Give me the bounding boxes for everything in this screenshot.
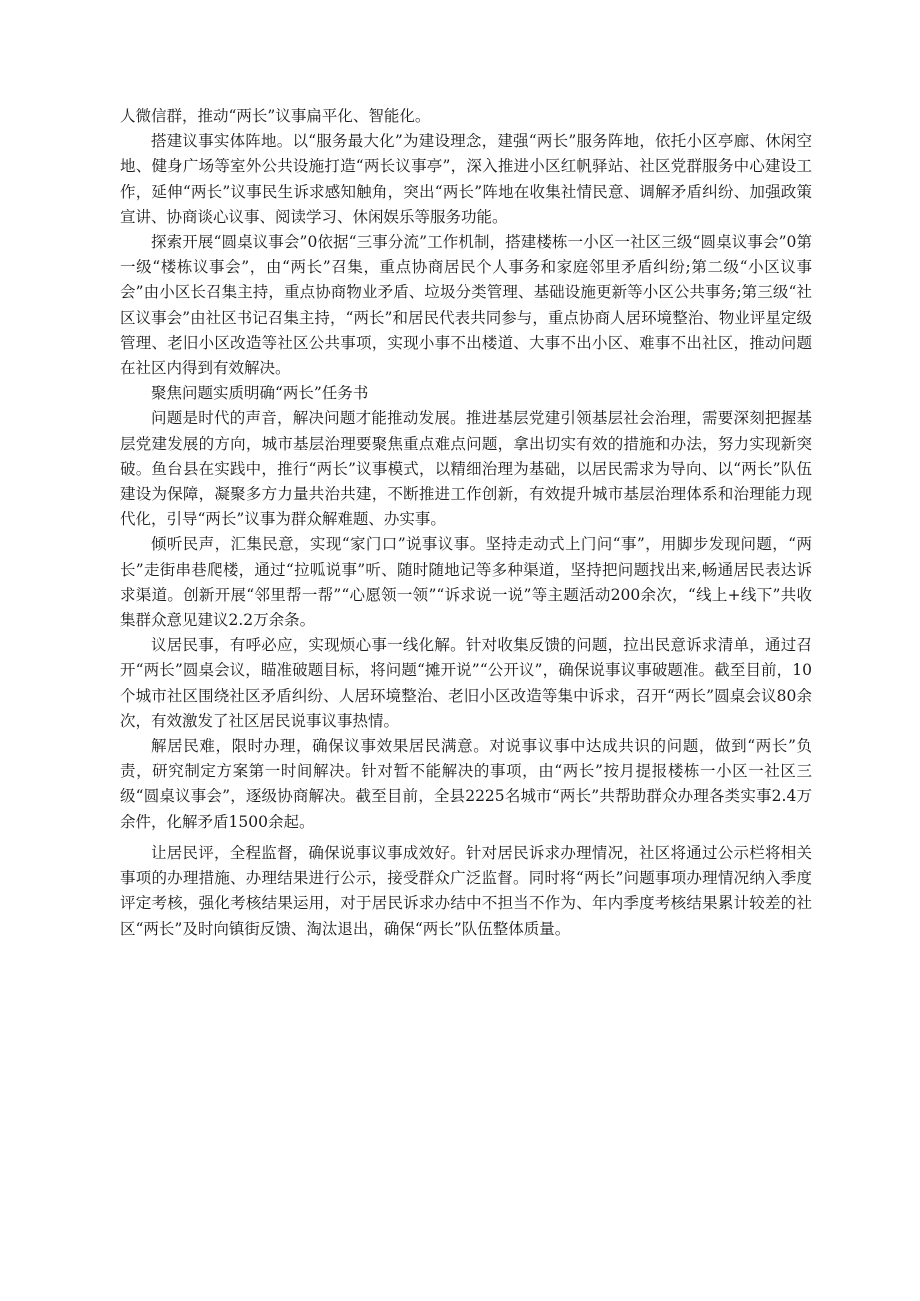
paragraph-continuation: 人微信群，推动“两长”议事扁平化、智能化。 <box>120 107 431 125</box>
paragraph-roundtable: 探索开展“圆桌议事会”0依据“三事分流”工作机制，搭建楼栋一小区一社区三级“圆桌议事会”0第一级“楼栋议事会”，由“两长”召集，重点协商居民个人事务和家庭邻里矛盾纠纷;第二级“小区议事会”由小区长召集主持，重点协商物业矛盾、垃圾分类管理、基础设施更新等小区公共事务;第三级“社区议事会”由社区书记召集主持，“两长”和居民代表共同参与，重点协商人居环境整治、物业评星定级管理、老旧小区改造等社区公共事项，实现小事不出楼道、大事不出小区、难事不出社区，推动问题在社区内得到有效解决。 <box>120 233 812 378</box>
paragraph-problem-focus: 问题是时代的声音，解决问题才能推动发展。推进基层党建引领基层社会治理，需要深刻把握基层党建发展的方向，城市基层治理要聚焦重点难点问题，拿出切实有效的措施和办法，努力实现新突破。鱼台县在实践中，推行“两长”议事模式，以精细治理为基础，以居民需求为导向、以“两长”队伍建设为保障，凝聚多方力量共治共建，不断推进工作创新，有效提升城市基层治理体系和治理能力现代化，引导“两长”议事为群众解难题、办实事。 <box>120 409 812 529</box>
paragraph-build-venue: 搭建议事实体阵地。以“服务最大化”为建设理念，建强“两长”服务阵地，依托小区亭廊、休闲空地、健身广场等室外公共设施打造“两长议事亭”，深入推进小区红帆驿站、社区党群服务中心建设工作，延伸“两长”议事民生诉求感知触角，突出“两长”阵地在收集社情民意、调解矛盾纠纷、加强政策宣讲、协商谈心议事、阅读学习、休闲娱乐等服务功能。 <box>120 132 812 226</box>
paragraph-listen: 倾听民声，汇集民意，实现“家门口”说事议事。坚持走动式上门问“事”，用脚步发现问题，“两长”走街串巷爬楼，通过“拉呱说事”听、随时随地记等多种渠道，坚持把问题找出来,畅通居民表达诉求渠道。创新开展“邻里帮一帮”“心愿领一领”“诉求说一说”等主题活动200余次，“线上+线下”共收集群众意见建议2.2万余条。 <box>120 535 812 630</box>
paragraph-evaluate: 让居民评，全程监督，确保说事议事成效好。针对居民诉求办理情况，社区将通过公示栏将相关事项的办理措施、办理结果进行公示，接受群众广泛监督。同时将“两长”问题事项办理情况纳入季度评定考核，强化考核结果运用，对于居民诉求办结中不担当不作为、年内季度考核结果累计较差的社区“两长”及时向镇街反馈、淘汰退出，确保“两长”队伍整体质量。 <box>120 843 812 938</box>
document-body <box>120 104 812 942</box>
paragraph-discuss: 议居民事，有呼必应，实现烦心事一线化解。针对收集反馈的问题，拉出民意诉求清单，通过召开“两长”圆桌会议，瞄准破题目标，将问题“摊开说”“公开议”，确保说事议事破题准。截至目前，10个城市社区围绕社区矛盾纠纷、人居环境整治、老旧小区改造等集中诉求，召开“两长”圆桌会议80余次，有效激发了社区居民说事议事热情。 <box>120 636 812 730</box>
section-heading: 聚焦问题实质明确“两长”任务书 <box>151 384 369 403</box>
paragraph-resolve: 解居民难，限时办理，确保议事效果居民满意。对说事议事中达成共识的问题，做到“两长”负责，研究制定方案第一时间解决。针对暂不能解决的事项，由“两长”按月提报楼栋一小区一社区三级“圆桌议事会”，逐级协商解决。截至目前，全县2225名城市“两长”共帮助群众办理各类实事2.4万余件，化解矛盾1500余起。 <box>120 737 812 831</box>
